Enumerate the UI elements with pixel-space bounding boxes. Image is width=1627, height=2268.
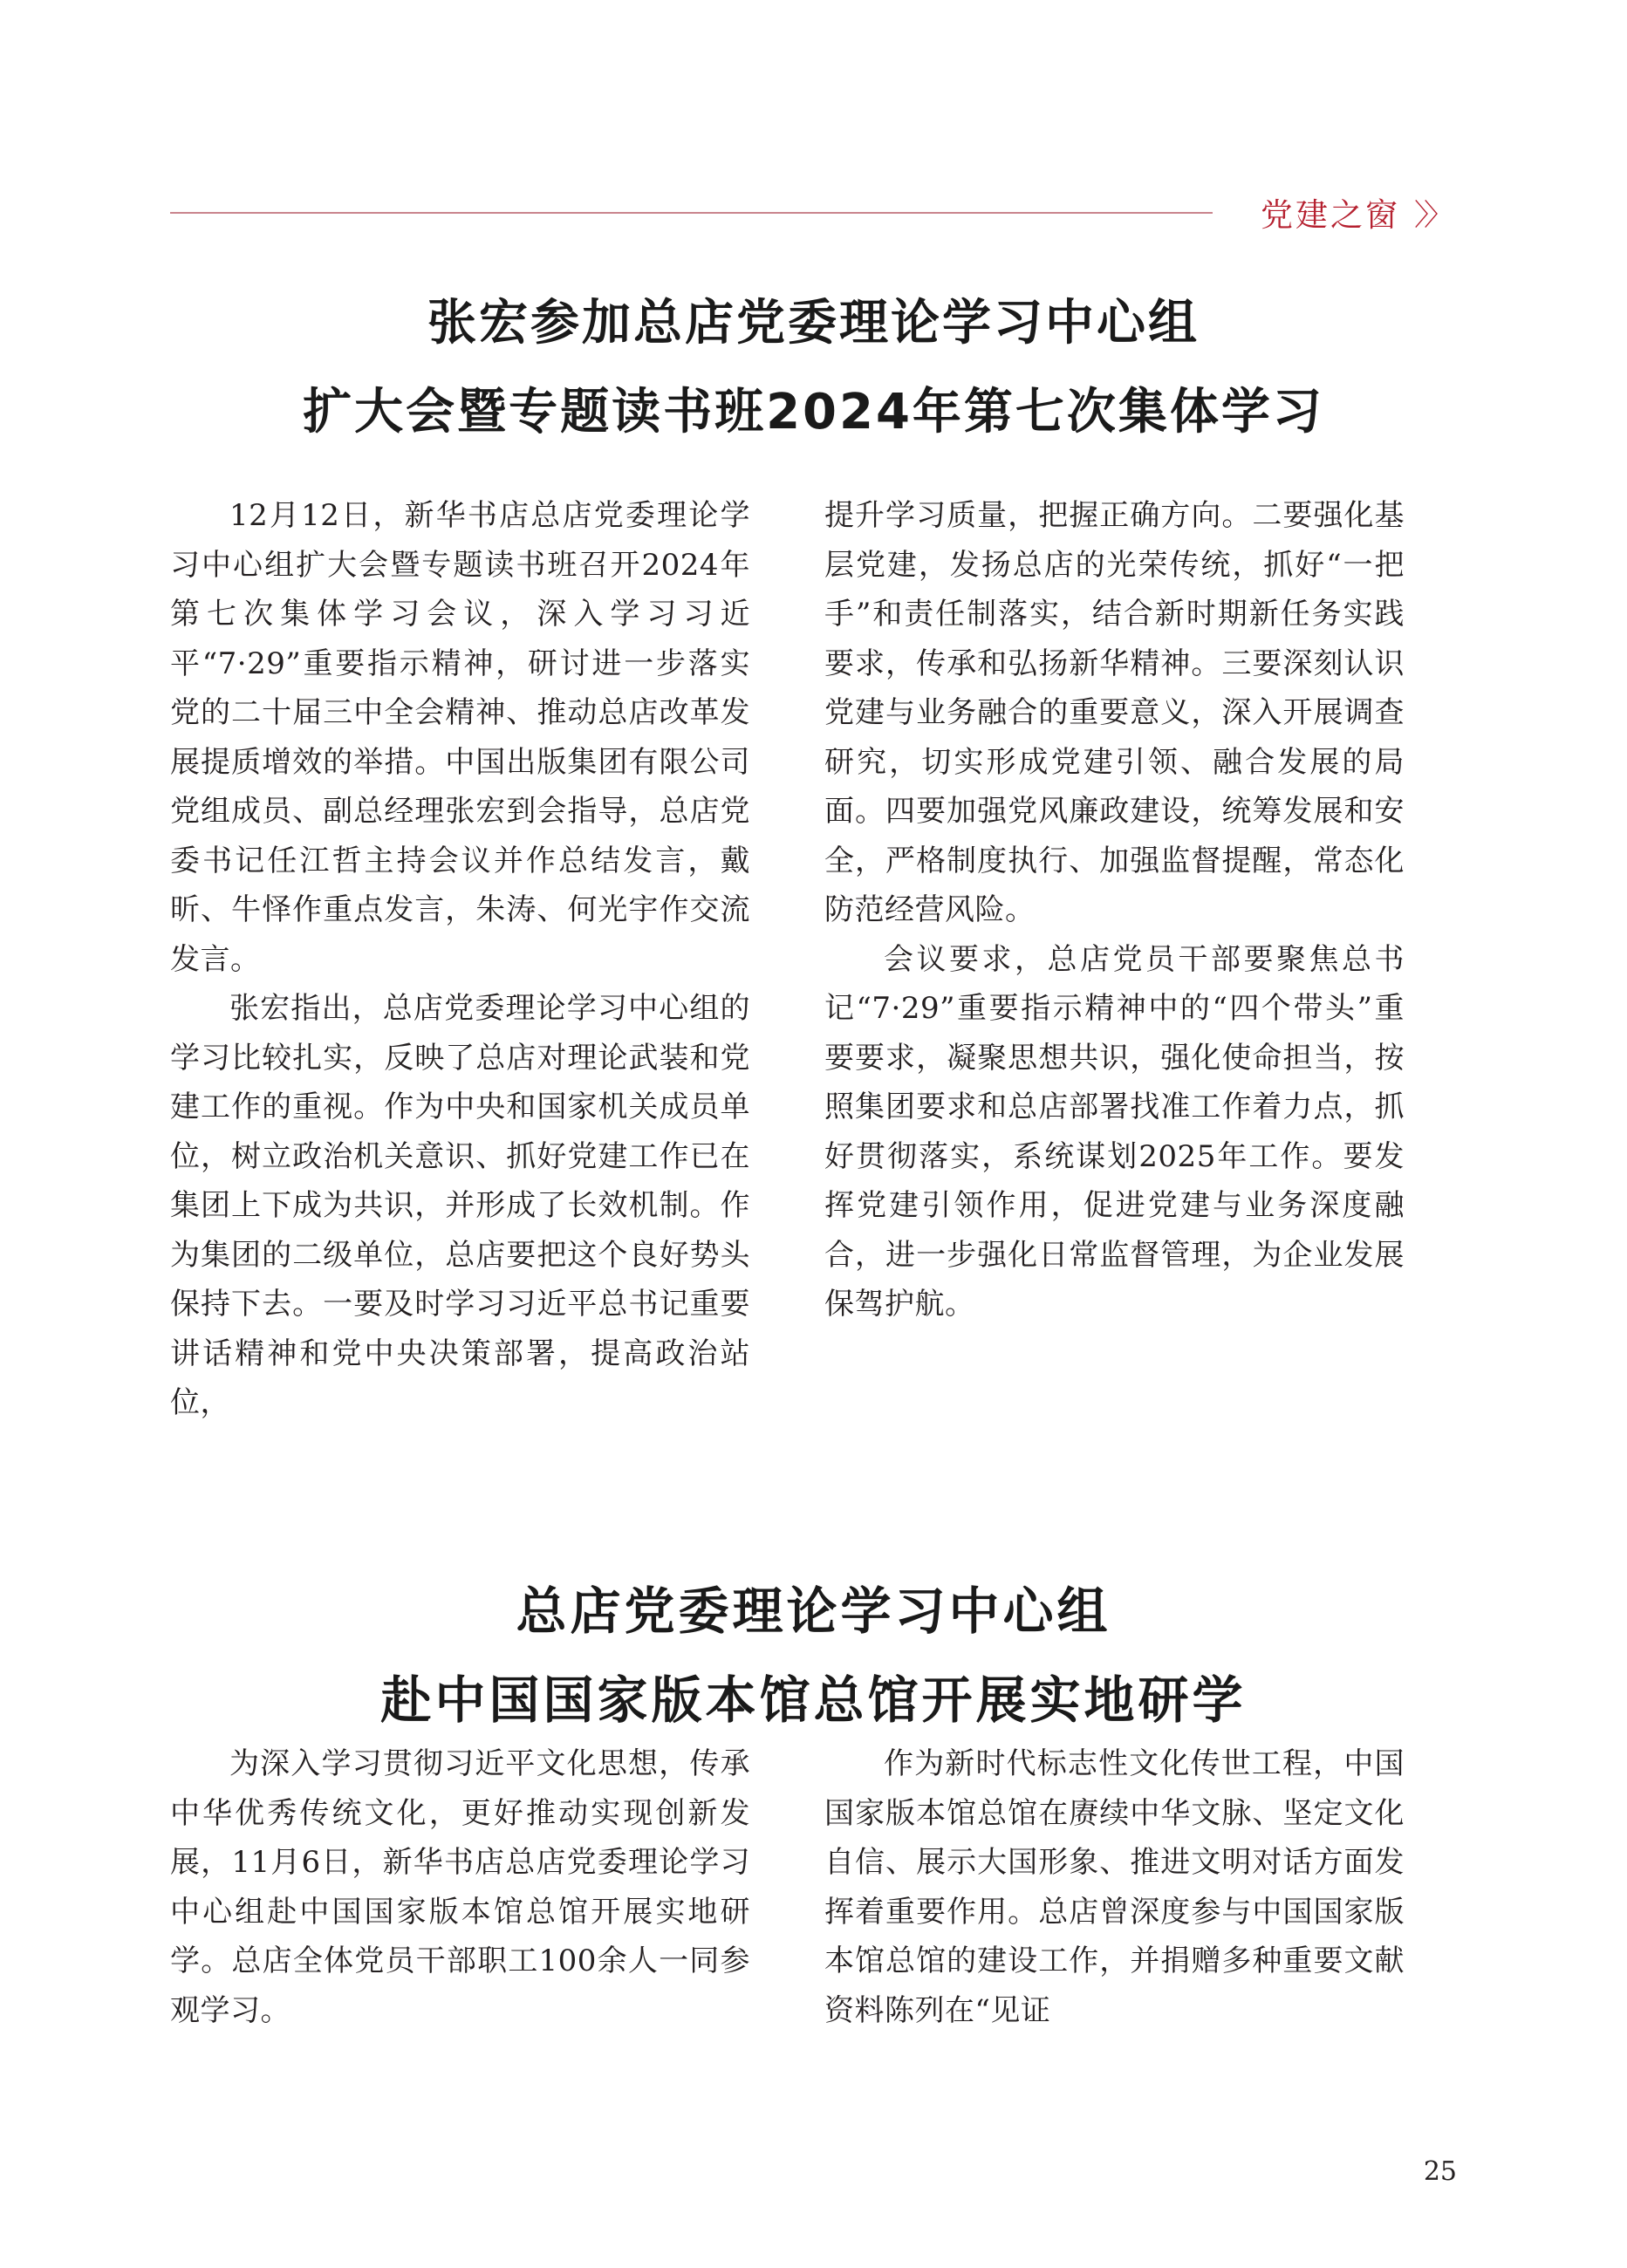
paragraph: 会议要求，总店党员干部要聚焦总书记“7·29”重要指示精神中的“四个带头”重要要求，凝聚思想共识，强化使命担当，按照集团要求和总店部署找准工作着力点，抓好贯彻落实，系统谋划2025年工作。要发挥党建引领作用，促进党建与业务深度融合，进一步强化日常监督管理，为企业发展保驾护航。 [824, 941, 1405, 1322]
article2-title [170, 1567, 1457, 1745]
section-label-text: 党建之窗 [1261, 196, 1400, 234]
article2-column-left [170, 1739, 750, 2035]
paragraph: 12月12日，新华书店总店党委理论学习中心组扩大会暨专题读书班召开2024年第七次集体学习会议，深入学习习近平“7·29”重要指示精神，研讨进一步落实党的二十届三中全会精神、推动总店改革发展提质增效的举措。中国出版集团有限公司党组成员、副总经理张宏到会指导，总店党委书记任江哲主持会议并作总结发言，戴昕、牛怿作重点发言，朱涛、何光宇作交流发言。 [170, 498, 750, 977]
article1-title-line: 扩大会暨专题读书班2024年第七次集体学习 [303, 384, 1324, 441]
section-label [1261, 190, 1448, 234]
article2-column-right [824, 1739, 1405, 2035]
paragraph: 作为新时代标志性文化传世工程，中国国家版本馆总馆在赓续中华文脉、坚定文化自信、展示大国形象、推进文明对话方面发挥着重要作用。总店曾深度参与中国国家版本馆总馆的建设工作，并捐赠多种重要文献资料陈列在“见证 [824, 1746, 1405, 2028]
article1-title [170, 279, 1457, 457]
paragraph: 为深入学习贯彻习近平文化思想，传承中华优秀传统文化，更好推动实现创新发展，11月6日，新华书店总店党委理论学习中心组赴中国国家版本馆总馆开展实地研学。总店全体党员干部职工100余人一同参观学习。 [170, 1746, 750, 2028]
article2-title-line: 赴中国国家版本馆总馆开展实地研学 [380, 1670, 1247, 1730]
chevron-right-icon: 〉〉 [1414, 197, 1448, 233]
paragraph: 张宏指出，总店党委理论学习中心组的学习比较扎实，反映了总店对理论武装和党建工作的重视。作为中央和国家机关成员单位，树立政治机关意识、抓好党建工作已在集团上下成为共识，并形成了长效机制。作为集团的二级单位，总店要把这个良好势头保持下去。一要及时学习习近平总书记重要讲话精神和党中央决策部署，提高政治站位， [170, 991, 750, 1420]
article1-column-left [170, 491, 750, 1428]
page-number: 25 [1423, 2156, 1457, 2187]
paragraph: 提升学习质量，把握正确方向。二要强化基层党建，发扬总店的光荣传统，抓好“一把手”和责任制落实，结合新时期新任务实践要求，传承和弘扬新华精神。三要深刻认识党建与业务融合的重要意义，深入开展调查研究，切实形成党建引领、融合发展的局面。四要加强党风廉政建设，统筹发展和安全，严格制度执行、加强监督提醒，常态化防范经营风险。 [824, 498, 1405, 927]
article2-title-line: 总店党委理论学习中心组 [516, 1581, 1111, 1641]
article1-column-right [824, 491, 1405, 1329]
article1-title-line: 张宏参加总店党委理论学习中心组 [427, 295, 1200, 352]
section-divider-line [170, 212, 1213, 214]
